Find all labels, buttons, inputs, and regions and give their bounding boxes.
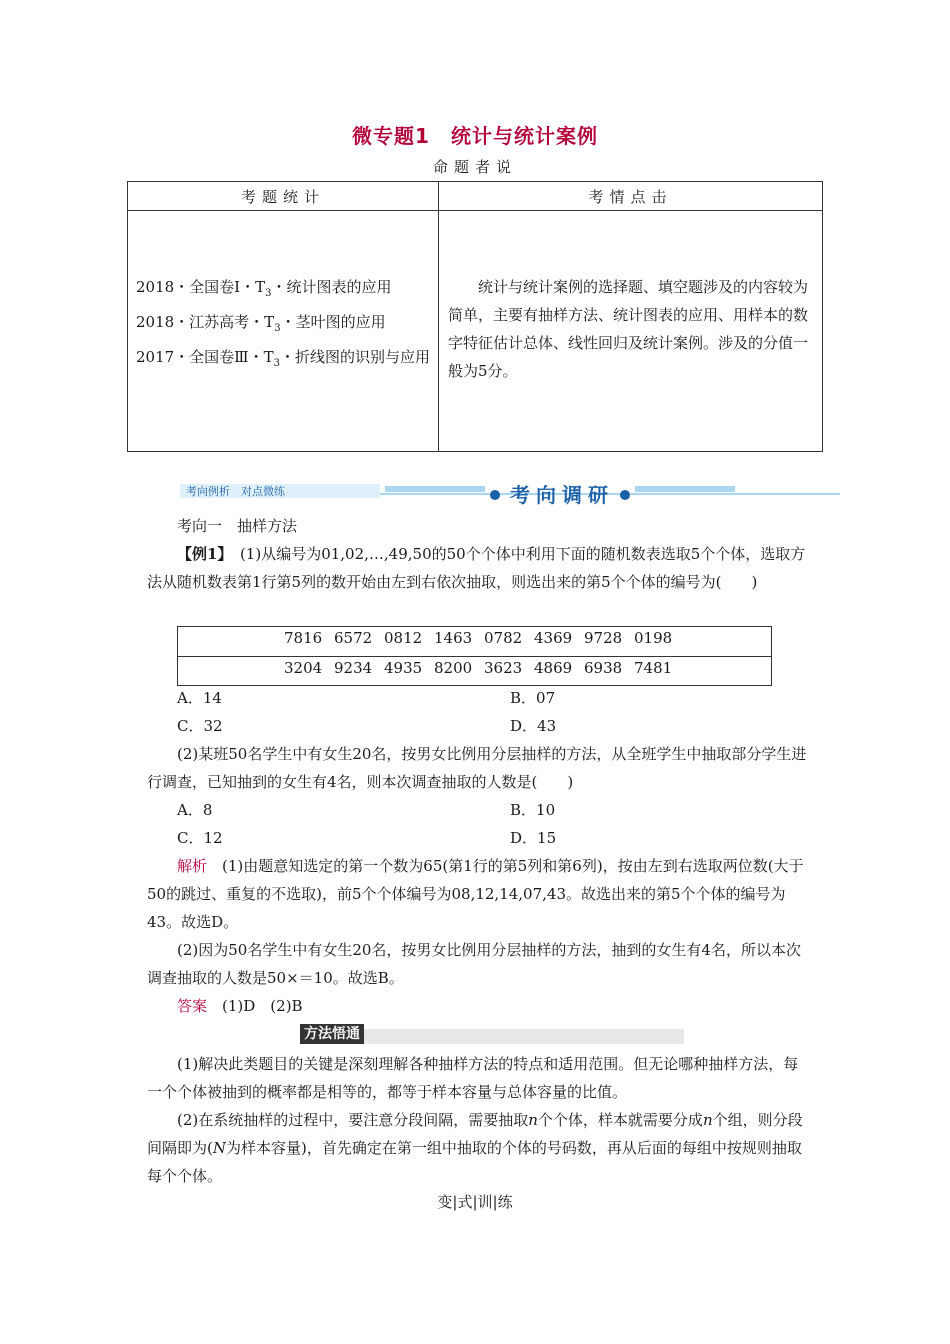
example-question-2: (2)某班50名学生中有女生20名，按男女比例用分层抽样的方法，从全班学生中抽取部分学生进行调查，已知抽到的女生有4名，则本次调查抽取的人数是( ) <box>147 745 807 791</box>
section-banner <box>180 480 840 508</box>
solution-part-2: (2)因为50名学生中有女生20名，按男女比例用分层抽样的方法，抽到的女生有4名，所以本次调查抽取的人数是50×＝10。故选B。 <box>147 941 801 987</box>
banner-dot-icon <box>620 490 630 500</box>
example-tag: 【例1】 <box>177 545 225 563</box>
table-cell: 3204 <box>284 659 323 677</box>
option-c: C．12 <box>177 829 223 847</box>
page-title: 微专题1 统计与统计案例 <box>352 124 598 148</box>
method-tag: 方法悟通 <box>300 1024 364 1044</box>
table-cell: 0812 <box>384 629 423 647</box>
table-header-analysis: 考情点击 <box>588 188 673 206</box>
table-cell: 4369 <box>534 629 573 647</box>
table-cell: 7816 <box>284 629 323 647</box>
random-row-2 <box>284 659 684 677</box>
table-cell: 9234 <box>334 659 373 677</box>
method-point-1: (1)解决此类题目的关键是深刻理解各种抽样方法的特点和适用范围。但无论哪种抽样方法，每一个个体被抽到的概率都是相等的，都等于样本容量与总体容量的比值。 <box>147 1055 799 1101</box>
exam-stats-table <box>127 181 823 452</box>
table-cell: 7481 <box>634 659 673 677</box>
answer: 答案 (1)D (2)B <box>177 997 303 1015</box>
random-number-table <box>177 626 772 686</box>
option-b: B．07 <box>510 689 556 707</box>
option-d: D．43 <box>510 717 557 735</box>
example-question-1: 【例1】 (1)从编号为01,02,…,49,50的50个个体中利用下面的随机数表选取5个个体，选取方法从随机数表第1行第5列的数开始由左到右依次抽取，则选出来的第5个个体的编号为( ) <box>147 545 806 591</box>
table-cell: 4869 <box>534 659 573 677</box>
random-row-1 <box>284 629 684 647</box>
table-cell: 6572 <box>334 629 373 647</box>
variant-training-heading: 变|式|训|练 <box>437 1193 513 1211</box>
table-cell: 9728 <box>584 629 623 647</box>
table-cell: 0198 <box>634 629 673 647</box>
banner-dot-icon <box>490 490 500 500</box>
table-cell: 1463 <box>434 629 473 647</box>
solution-part-1: 解析 (1)由题意知选定的第一个数为65(第1行的第5列和第6列)，按由左到右选取两位数(大于50的跳过、重复的不选取)，前5个个体编号为08,12,14,07,43。故选出来的第5个个体的编号为43。故选D。 <box>147 857 804 931</box>
exam-analysis-text: 统计与统计案例的选择题、填空题涉及的内容较为简单，主要有抽样方法、统计图表的应用、用样本的数字特征估计总体、线性回归及统计案例。涉及的分值一般为5分。 <box>448 278 809 380</box>
option-b: B．10 <box>510 801 556 819</box>
exam-stat-item: 2018・江苏高考・$T_3$・茎叶图的应用 <box>136 313 386 334</box>
answer-label: 答案 <box>177 997 208 1015</box>
option-a: A．14 <box>177 689 222 707</box>
table-cell: 6938 <box>584 659 623 677</box>
subtitle: 命题者说 <box>432 158 517 176</box>
option-d: D．15 <box>510 829 557 847</box>
table-cell: 0782 <box>484 629 523 647</box>
solution-label: 解析 <box>177 857 208 875</box>
option-a: A．8 <box>177 801 213 819</box>
method-point-2: (2)在系统抽样的过程中，要注意分段间隔，需要抽取n个个体，样本就需要分成n个组，则分段间隔即为(N为样本容量)，首先确定在第一组中抽取的个体的号码数，再从后面的每组中按规则抽取每个个体。 <box>147 1111 803 1185</box>
table-cell: 4935 <box>384 659 423 677</box>
table-cell: 3623 <box>484 659 523 677</box>
exam-stat-item: 2018・全国卷Ⅰ・$T_3$・统计图表的应用 <box>136 278 392 299</box>
banner-left-text: 考向例析 对点微练 <box>186 485 285 498</box>
table-header-stats: 考题统计 <box>240 188 325 206</box>
exam-stats-list <box>136 273 432 378</box>
section-heading: 考向一 抽样方法 <box>177 517 298 535</box>
banner-right-text: 考向调研 <box>510 483 614 507</box>
table-cell: 8200 <box>434 659 473 677</box>
exam-stat-item: 2017・全国卷Ⅲ・$T_3$・折线图的识别与应用 <box>136 348 431 369</box>
option-c: C．32 <box>177 717 223 735</box>
